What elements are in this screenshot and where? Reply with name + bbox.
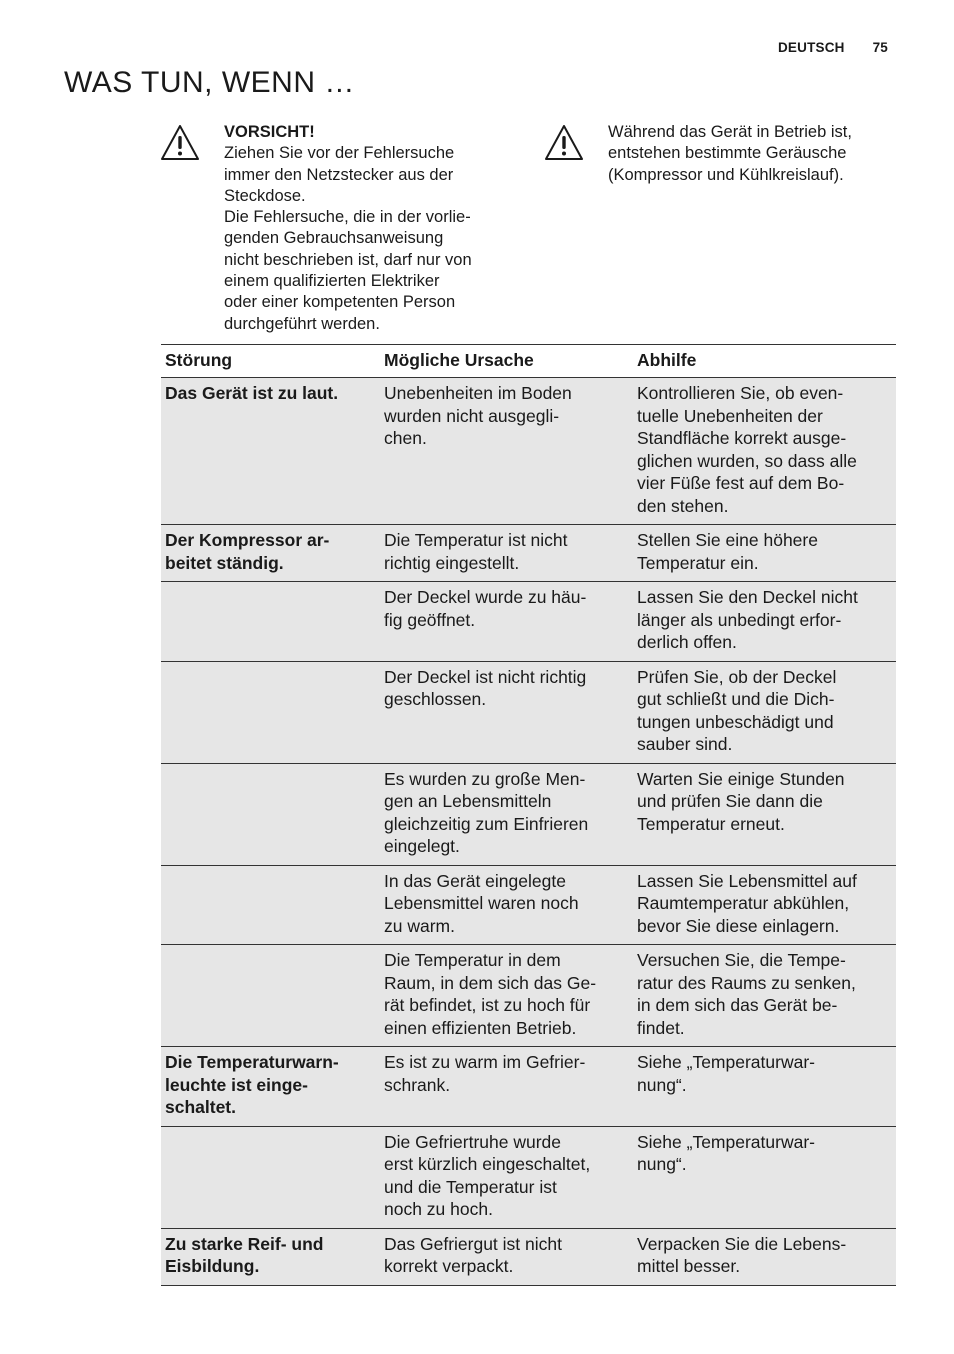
caution-line: oder einer kompetenten Person bbox=[224, 293, 456, 312]
remedy-cell bbox=[633, 945, 896, 1047]
remedy-text: länger als unbedingt erfor- bbox=[637, 609, 842, 630]
remedy-text: Lassen Sie den Deckel nicht bbox=[637, 587, 858, 607]
cause-cell bbox=[380, 1126, 633, 1228]
remedy-text: vier Füße fest auf dem Bo- bbox=[637, 473, 845, 493]
problem-text: Die Temperaturwarn- bbox=[165, 1052, 339, 1072]
table-row bbox=[161, 1047, 896, 1127]
cause-text: Der Deckel wurde zu häu- bbox=[384, 587, 587, 607]
table-header-row bbox=[161, 345, 896, 378]
remedy-text: Siehe „Temperaturwar- bbox=[637, 1131, 815, 1152]
table-row bbox=[161, 661, 896, 763]
cause-text: zu warm. bbox=[384, 915, 455, 936]
cause-cell bbox=[380, 582, 633, 662]
cause-cell bbox=[380, 661, 633, 763]
cause-cell bbox=[380, 378, 633, 525]
cause-text: eingelegt. bbox=[384, 836, 460, 856]
page-number: 75 bbox=[872, 40, 888, 55]
cause-text: Es ist zu warm im Gefrier- bbox=[384, 1052, 586, 1072]
remedy-text: glichen wurden, so dass alle bbox=[637, 450, 857, 471]
caution-line: durchgeführt werden. bbox=[224, 314, 380, 333]
remedy-cell bbox=[633, 582, 896, 662]
remedy-cell bbox=[633, 865, 896, 945]
cause-text: gleichzeitig zum Einfrieren bbox=[384, 813, 589, 834]
cause-text: rät befindet, ist zu hoch für bbox=[384, 995, 591, 1015]
cause-text: fig geöffnet. bbox=[384, 609, 476, 630]
noise-line: entstehen bestimmte Geräusche bbox=[608, 144, 847, 163]
problem-text: beitet ständig. bbox=[165, 552, 284, 573]
problem-text: Der Kompressor ar- bbox=[165, 530, 330, 550]
remedy-text: den stehen. bbox=[637, 495, 729, 516]
remedy-cell bbox=[633, 763, 896, 865]
remedy-cell bbox=[633, 661, 896, 763]
table-row bbox=[161, 1126, 896, 1228]
noise-text bbox=[608, 122, 852, 186]
caution-line: einem qualifizierten Elektriker bbox=[224, 272, 440, 291]
remedy-text: Prüfen Sie, ob der Deckel bbox=[637, 666, 837, 687]
table-row bbox=[161, 1228, 896, 1285]
caution-line: Die Fehlersuche, die in der vorlie- bbox=[224, 208, 471, 227]
page-header bbox=[778, 40, 888, 55]
remedy-text: derlich offen. bbox=[637, 632, 737, 652]
cause-text: und die Temperatur ist bbox=[384, 1176, 557, 1197]
remedy-text: ratur des Raums zu senken, bbox=[637, 972, 856, 993]
remedy-text: mittel besser. bbox=[637, 1256, 741, 1276]
caution-line: Ziehen Sie vor der Fehlersuche bbox=[224, 144, 455, 163]
caution-line: immer den Netzstecker aus der bbox=[224, 165, 454, 184]
problem-text: schaltet. bbox=[165, 1097, 236, 1117]
cause-text: Das Gefriergut ist nicht bbox=[384, 1233, 562, 1254]
cause-text: erst kürzlich eingeschaltet, bbox=[384, 1154, 591, 1174]
remedy-cell bbox=[633, 1228, 896, 1285]
problem-cell bbox=[161, 1126, 380, 1228]
table-row bbox=[161, 525, 896, 582]
warning-triangle-icon bbox=[160, 124, 200, 162]
cause-text: Die Temperatur ist nicht bbox=[384, 530, 568, 550]
remedy-text: Temperatur erneut. bbox=[637, 813, 785, 834]
remedy-text: gut schließt und die Dich- bbox=[637, 689, 835, 709]
remedy-text: Siehe „Temperaturwar- bbox=[637, 1052, 815, 1072]
remedy-text: Warten Sie einige Stunden bbox=[637, 768, 845, 789]
problem-cell bbox=[161, 865, 380, 945]
noise-line: (Kompressor und Kühlkreislauf). bbox=[608, 165, 844, 184]
cause-text: gen an Lebensmitteln bbox=[384, 791, 552, 811]
cause-text: Es wurden zu große Men- bbox=[384, 768, 586, 789]
cause-text: Lebensmittel waren noch bbox=[384, 893, 579, 913]
caution-line: genden Gebrauchsanweisung bbox=[224, 229, 444, 248]
remedy-text: Temperatur ein. bbox=[637, 552, 759, 573]
cause-text: Unebenheiten im Boden bbox=[384, 383, 572, 403]
remedy-cell bbox=[633, 525, 896, 582]
remedy-text: bevor Sie diese einlagern. bbox=[637, 915, 840, 936]
cause-text: korrekt verpackt. bbox=[384, 1256, 514, 1276]
cause-text: Raum, in dem sich das Ge- bbox=[384, 972, 597, 993]
remedy-text: tuelle Unebenheiten der bbox=[637, 405, 823, 426]
page-title: WAS TUN, WENN … bbox=[64, 66, 355, 99]
remedy-text: tungen unbeschädigt und bbox=[637, 711, 834, 732]
remedy-text: nung“. bbox=[637, 1154, 687, 1174]
cause-cell bbox=[380, 865, 633, 945]
cause-text: wurden nicht ausgegli- bbox=[384, 405, 560, 426]
noise-line: Während das Gerät in Betrieb ist, bbox=[608, 123, 852, 141]
remedy-text: Standfläche korrekt ausge- bbox=[637, 428, 847, 448]
column-header-cause: Mögliche Ursache bbox=[380, 345, 633, 378]
remedy-text: Raumtemperatur abkühlen, bbox=[637, 893, 850, 913]
remedy-text: und prüfen Sie dann die bbox=[637, 791, 823, 811]
troubleshooting-table bbox=[161, 344, 896, 1286]
remedy-cell bbox=[633, 1047, 896, 1127]
cause-text: chen. bbox=[384, 428, 427, 448]
cause-text: noch zu hoch. bbox=[384, 1199, 493, 1219]
cause-cell bbox=[380, 763, 633, 865]
remedy-text: Verpacken Sie die Lebens- bbox=[637, 1233, 847, 1254]
remedy-text: Versuchen Sie, die Tempe- bbox=[637, 950, 846, 970]
remedy-cell bbox=[633, 378, 896, 525]
table-body bbox=[161, 378, 896, 1286]
cause-text: geschlossen. bbox=[384, 689, 487, 709]
remedy-text: nung“. bbox=[637, 1074, 687, 1095]
column-header-remedy: Abhilfe bbox=[633, 345, 896, 378]
cause-text: einen effizienten Betrieb. bbox=[384, 1017, 577, 1038]
problem-cell bbox=[161, 661, 380, 763]
problem-cell bbox=[161, 582, 380, 662]
language-label: DEUTSCH bbox=[777, 40, 845, 55]
table-row bbox=[161, 582, 896, 662]
table-row bbox=[161, 763, 896, 865]
problem-text: leuchte ist einge- bbox=[165, 1074, 308, 1095]
remedy-text: sauber sind. bbox=[637, 734, 733, 754]
caution-text bbox=[224, 122, 472, 335]
remedy-text: Stellen Sie eine höhere bbox=[637, 530, 818, 550]
problem-cell bbox=[161, 1047, 380, 1127]
table-row bbox=[161, 378, 896, 525]
column-header-problem: Störung bbox=[161, 345, 380, 378]
table-row bbox=[161, 865, 896, 945]
problem-cell bbox=[161, 378, 380, 525]
problem-text: Zu starke Reif- und bbox=[165, 1233, 324, 1254]
cause-text: Der Deckel ist nicht richtig bbox=[384, 666, 587, 687]
remedy-text: in dem sich das Gerät be- bbox=[637, 995, 838, 1015]
problem-cell bbox=[161, 1228, 380, 1285]
cause-text: Die Temperatur in dem bbox=[384, 950, 561, 970]
cause-cell bbox=[380, 1228, 633, 1285]
problem-cell bbox=[161, 945, 380, 1047]
cause-text: Die Gefriertruhe wurde bbox=[384, 1131, 562, 1152]
remedy-text: Kontrollieren Sie, ob even- bbox=[637, 383, 844, 403]
cause-cell bbox=[380, 1047, 633, 1127]
caution-line: nicht beschrieben ist, darf nur von bbox=[224, 250, 472, 269]
remedy-text: Lassen Sie Lebensmittel auf bbox=[637, 870, 857, 891]
cause-cell bbox=[380, 525, 633, 582]
remedy-cell bbox=[633, 1126, 896, 1228]
remedy-text: findet. bbox=[637, 1017, 685, 1038]
cause-cell bbox=[380, 945, 633, 1047]
cause-text: schrank. bbox=[384, 1074, 451, 1095]
warning-triangle-icon bbox=[544, 124, 584, 162]
caution-heading: VORSICHT! bbox=[224, 123, 315, 141]
problem-cell bbox=[161, 525, 380, 582]
problem-text: Eisbildung. bbox=[165, 1256, 260, 1276]
problem-text: Das Gerät ist zu laut. bbox=[165, 383, 339, 403]
cause-text: richtig eingestellt. bbox=[384, 552, 520, 573]
cause-text: In das Gerät eingelegte bbox=[384, 870, 566, 891]
caution-line: Steckdose. bbox=[224, 186, 306, 205]
table-row bbox=[161, 945, 896, 1047]
problem-cell bbox=[161, 763, 380, 865]
